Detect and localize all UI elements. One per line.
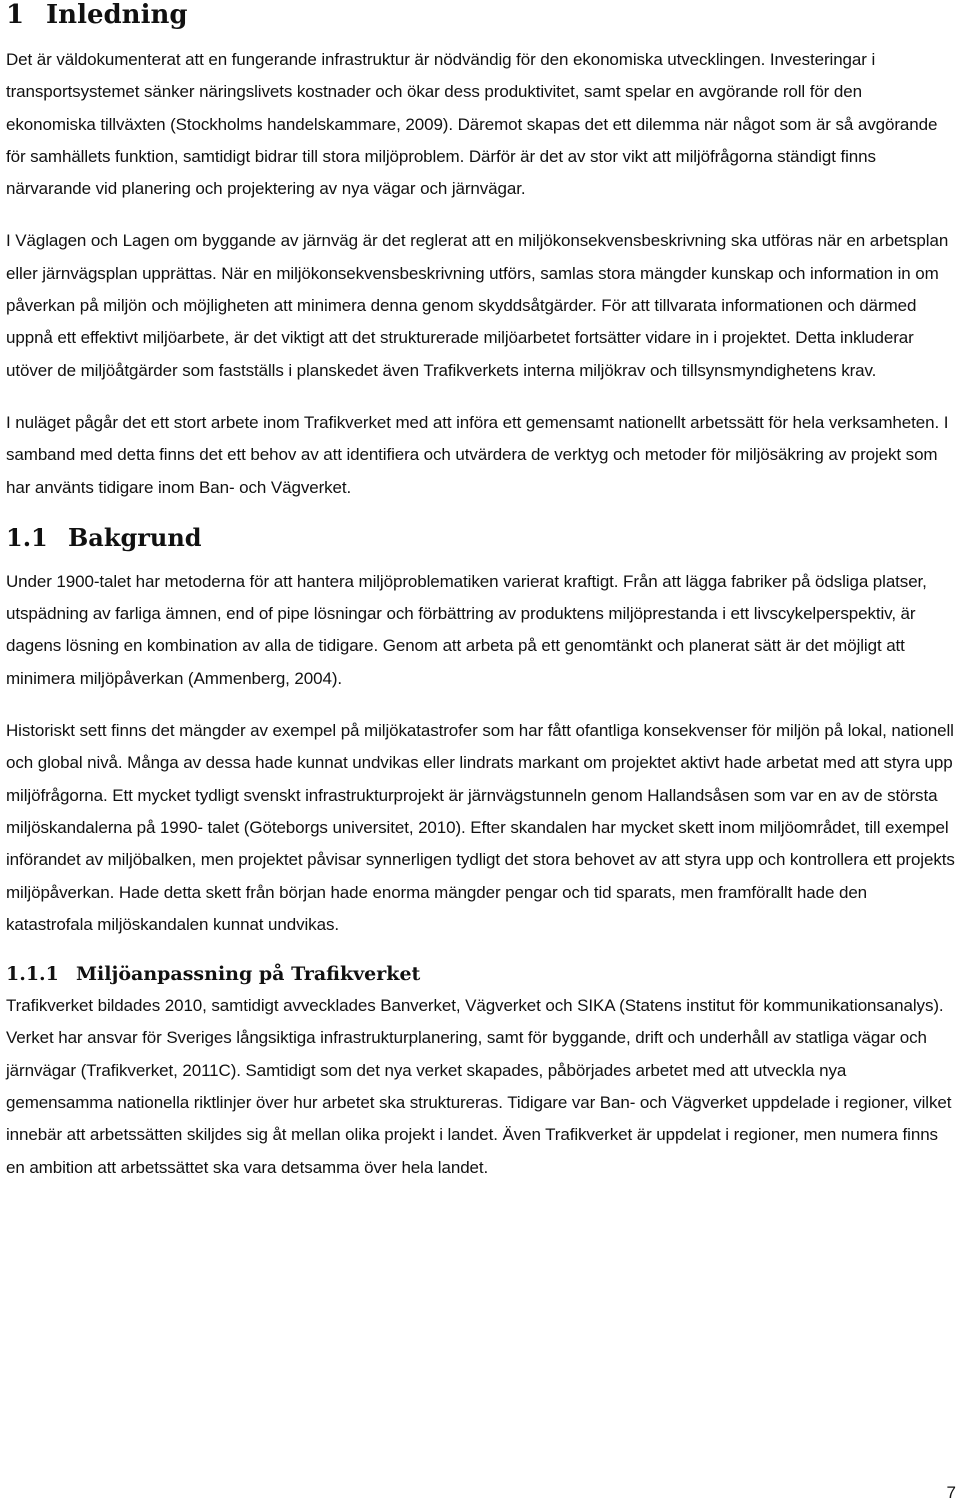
section-number: 1.1 (6, 522, 48, 552)
section-title: Bakgrund (68, 522, 202, 552)
intro-paragraph-1: Det är väldokumenterat att en fungerande infrastruktur är nödvändig för den ekonomiska utvecklingen. Investeringar i transportsystemet sänker näringslivets kostnader och ökar dess produktivitet, samt spelar en avgörande roll för den ekonomiska tillväxten (Stockholms handelskammare, 2009). Däremot skapas det ett dilemma när något som är så avgörande för samhällets funktion, samtidigt bidrar till stora miljöproblem. Därför är det av stor vikt att miljöfrågorna ständigt finns närvarande vid planering och projektering av nya vägar och järnvägar. (6, 50, 938, 199)
chapter-title: Inledning (46, 0, 188, 30)
subsection-heading (6, 963, 956, 985)
page-content (6, 0, 956, 1204)
background-paragraph-1: Under 1900-talet har metoderna för att hantera miljöproblematiken varierat kraftigt. Från att lägga fabriker på ödsliga platser, utspädning av farliga ämnen, end of pipe lösningar och förbättring av produktens miljöprestanda i ett livscykelperspektiv, är dagens lösning en kombination av alla de tidigare. Genom att arbeta på ett genomtänkt och planerat sätt är det möjligt att minimera miljöpåverkan (Ammenberg, 2004). (6, 571, 927, 688)
background-paragraph-2: Historiskt sett finns det mängder av exempel på miljökatastrofer som har fått ofantliga konsekvenser för miljön på lokal, nationell och global nivå. Många av dessa hade kunnat undvikas eller lindrats markant om projektet aktivt hade arbetat med att styra upp miljöfrågorna. Ett mycket tydligt svenskt infrastrukturprojekt är järnvägstunneln genom Hallandsåsen som var en av de största miljöskandalerna på 1990- talet (Göteborgs universitet, 2010). Efter skandalen har mycket skett inom miljöområdet, till exempel införandet av miljöbalken, men projektet påvisar synnerligen tydligt det stora behovet av att styra upp och kontrollera ett projekts miljöpåverkan. Hade detta skett från början hade enorma mängder pengar och tid sparats, men framförallt hade den katastrofala miljöskandalen kunnat undvikas. (6, 721, 955, 934)
intro-paragraph-2: I Väglagen och Lagen om byggande av järnväg är det reglerat att en miljökonsekvensbeskrivning ska utföras när en arbetsplan eller järnvägsplan upprättas. När en miljökonsekvensbeskrivning utförs, samlas stora mängder kunskap och information in om påverkan på miljön och möjligheten att minimera denna genom skyddsåtgärder. För att tillvarata informationen och därmed uppnå ett effektivt miljöarbete, är det viktigt att det strukturerade miljöarbetet fortsätter vidare in i projektet. Detta inkluderar utöver de miljöåtgärder som fastställs i planskedet även Trafikverkets interna miljökrav och tillsynsmyndighetens krav. (6, 231, 949, 380)
subsection-title: Miljöanpassning på Trafikverket (76, 963, 421, 986)
trafikverket-paragraph: Trafikverket bildades 2010, samtidigt avvecklades Banverket, Vägverket och SIKA (Statens institut för kommunikationsanalys). Verket har ansvar för Sveriges långsiktiga infrastrukturplanering, samt för byggande, drift och underhåll av statliga vägar och järnvägar (Trafikverket, 2011C). Samtidigt som det nya verket skapades, påbörjades arbetet med att utveckla nya gemensamma nationella riktlinjer över hur arbetet ska struktureras. Tidigare var Ban- och Vägverket uppdelade i regioner, vilket innebär att arbetssätten skiljdes sig åt mellan olika projekt i landet. Även Trafikverket är uppdelat i regioner, men numera finns en ambition att arbetssättet ska vara detsamma över hela landet. (6, 996, 952, 1177)
chapter-number: 1 (6, 0, 25, 30)
intro-paragraph-3: I nuläget pågår det ett stort arbete inom Trafikverket med att införa ett gemensamt nationellt arbetssätt för hela verksamheten. I samband med detta finns det ett behov av att identifiera och utvärdera de verktyg och metoder för miljösäkring av projekt som har använts tidigare inom Ban- och Vägverket. (6, 412, 949, 497)
page-number: 7 (946, 1483, 956, 1502)
chapter-heading (6, 0, 956, 29)
subsection-number: 1.1.1 (6, 963, 59, 986)
section-heading (6, 524, 956, 552)
